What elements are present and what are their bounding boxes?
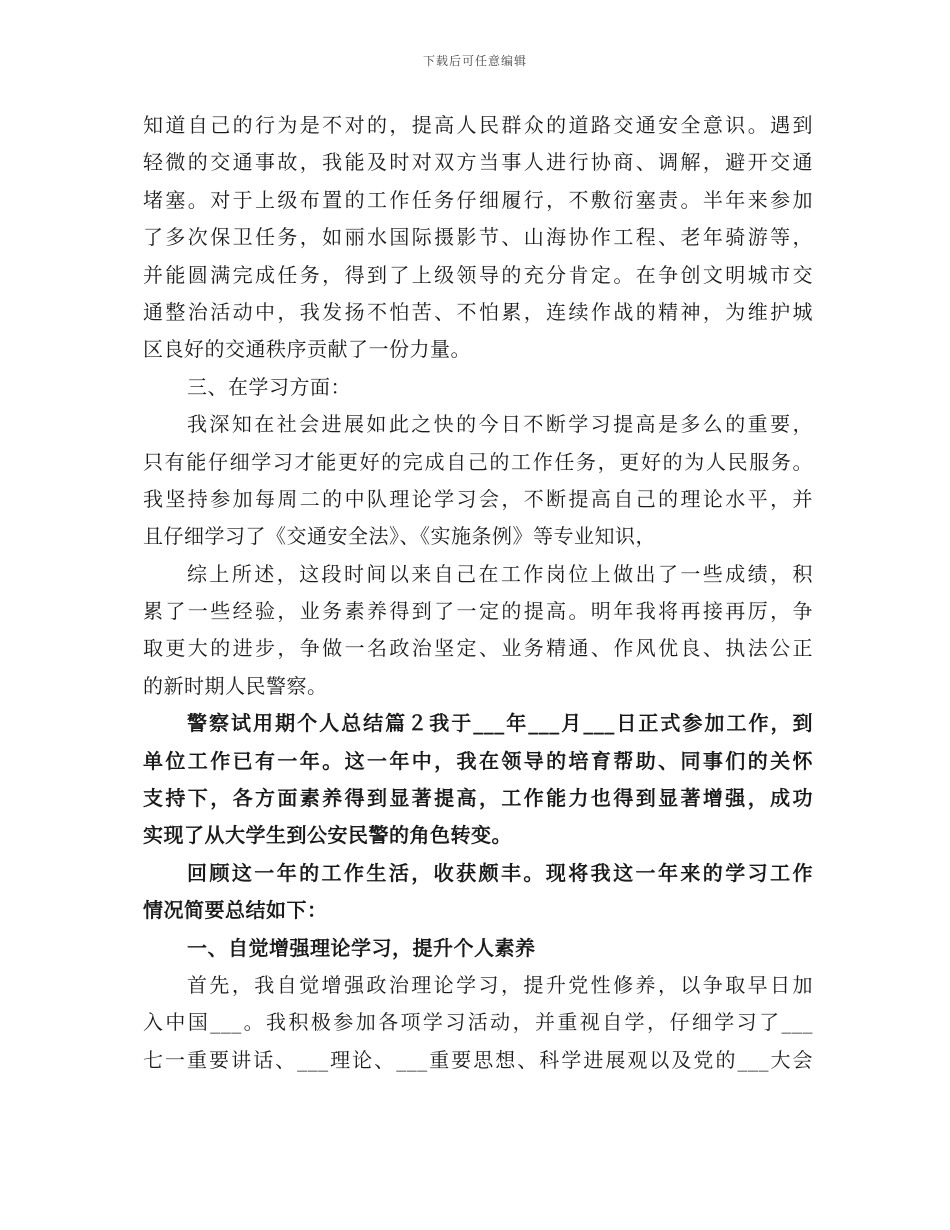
text-line: 回顾这一年的工作生活，收获颇丰。现将我这一年来的学习工作 (187, 860, 813, 885)
text-line: 三、在学习方面： (187, 374, 351, 399)
text-line: 区良好的交通秩序贡献了一份力量。 (143, 337, 471, 362)
text-line: 单位工作已有一年。这一年中，我在领导的培育帮助、同事们的关怀 (143, 748, 813, 773)
text-line: 取更大的进步，争做一名政治坚定、业务精通、作风优良、执法公正 (143, 636, 813, 661)
text-line: 实现了从大学生到公安民警的角色转变。 (143, 823, 512, 848)
text-line: 并能圆满完成任务，得到了上级领导的充分肯定。在争创文明城市交 (143, 262, 813, 287)
text-line: 我坚持参加每周二的中队理论学习会，不断提高自己的理论水平，并 (143, 486, 813, 511)
page-header: 下载后可任意编辑 (422, 54, 527, 68)
text-line: 七一重要讲话、___理论、___重要思想、科学进展观以及党的___大会 (143, 1047, 813, 1072)
text-line: 通整治活动中，我发扬不怕苦、不怕累，连续作战的精神，为维护城 (143, 299, 813, 324)
text-line: 且仔细学习了《交通安全法》、《实施条例》等专业知识， (143, 524, 656, 549)
text-line: 综上所述，这段时间以来自己在工作岗位上做出了一些成绩，积 (187, 561, 813, 586)
document-body (143, 107, 813, 1079)
text-line: 我深知在社会进展如此之快的今日不断学习提高是多么的重要， (187, 412, 813, 437)
text-line: 支持下，各方面素养得到显著提高，工作能力也得到显著增强，成功 (143, 786, 813, 811)
text-line: 警察试用期个人总结篇２我于___年___月___日正式参加工作，到 (187, 711, 813, 736)
text-line: 了多次保卫任务，如丽水国际摄影节、山海协作工程、老年骑游等， (143, 225, 813, 250)
text-line: 知道自己的行为是不对的，提高人民群众的道路交通安全意识。遇到 (143, 113, 813, 137)
text-line: 堵塞。对于上级布置的工作任务仔细履行，不敷衍塞责。半年来参加 (143, 187, 813, 212)
text-line: 入中国___。我积极参加各项学习活动，并重视自学，仔细学习了___ (143, 1010, 813, 1035)
text-line: 情况简要总结如下： (143, 898, 328, 923)
text-line: 一、自觉增强理论学习，提升个人素养 (187, 935, 536, 960)
text-line: 首先，我自觉增强政治理论学习，提升党性修养，以争取早日加 (187, 972, 813, 997)
text-line: 的新时期人民警察。 (143, 673, 328, 698)
text-line: 轻微的交通事故，我能及时对双方当事人进行协商、调解，避开交通 (143, 150, 813, 175)
text-line: 只有能仔细学习才能更好的完成自己的工作任务，更好的为人民服务。 (143, 449, 813, 474)
text-line: 累了一些经验，业务素养得到了一定的提高。明年我将再接再厉，争 (143, 599, 813, 624)
